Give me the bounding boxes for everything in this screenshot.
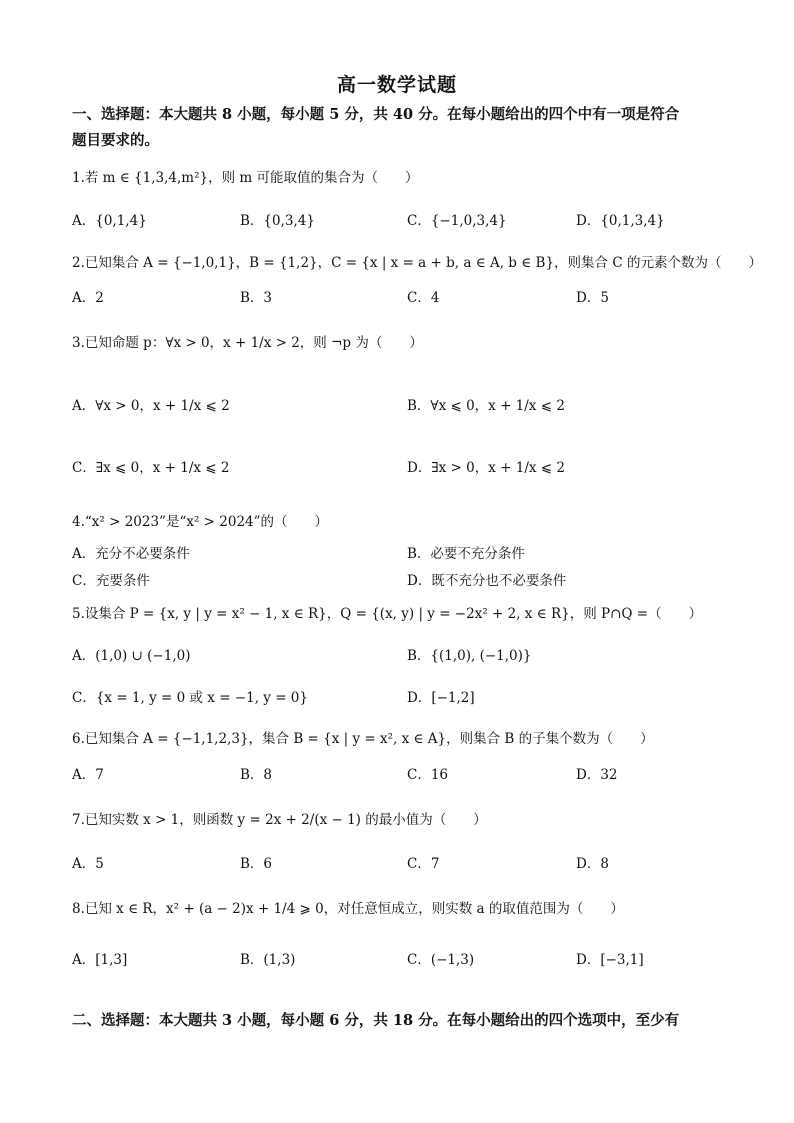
- question-4-option-b: B．必要不充分条件: [407, 546, 525, 562]
- question-6-option-c: C．16: [407, 767, 449, 783]
- page-title: 高一数学试题: [336, 74, 457, 96]
- section-1-line-1: 一、选择题：本大题共 8 小题，每小题 5 分，共 40 分。在每小题给出的四个中有一项是符合: [72, 106, 680, 123]
- question-4-option-d: D．既不充分也不必要条件: [407, 573, 567, 589]
- question-5-option-b: B．{(1,0), (−1,0)}: [407, 648, 532, 664]
- question-2-option-d: D．5: [576, 290, 609, 306]
- question-1-option-c: C．{−1,0,3,4}: [407, 213, 507, 229]
- question-1-option-b: B．{0,3,4}: [240, 213, 315, 229]
- question-1-option-a: A．{0,1,4}: [72, 213, 147, 229]
- question-5-option-d: D．[−1,2]: [407, 690, 475, 706]
- question-3-option-a: A．∀x > 0，x + 1/x ⩽ 2: [72, 398, 230, 414]
- question-7-option-a: A．5: [72, 856, 104, 872]
- question-3-stem: 3.已知命题 p：∀x > 0，x + 1/x > 2，则 ¬p 为（ ）: [72, 335, 423, 351]
- question-1-option-d: D．{0,1,3,4}: [576, 213, 665, 229]
- question-7-option-c: C．7: [407, 856, 440, 872]
- question-6-stem: 6.已知集合 A = {−1,1,2,3}，集合 B = {x | y = x², x ∈ A}，则集合 B 的子集个数为（ ）: [72, 731, 654, 747]
- question-8-option-c: C．(−1,3): [407, 952, 475, 968]
- question-7-stem: 7.已知实数 x > 1，则函数 y = 2x + 2/(x − 1) 的最小值为（ ）: [72, 812, 487, 828]
- question-5-option-a: A．(1,0) ∪ (−1,0): [72, 648, 191, 664]
- question-3-option-d: D．∃x > 0，x + 1/x ⩽ 2: [407, 460, 565, 476]
- question-6-option-b: B．8: [240, 767, 273, 783]
- section-1-line-2: 题目要求的。: [72, 132, 159, 149]
- question-6-option-a: A．7: [72, 767, 104, 783]
- question-6-option-d: D．32: [576, 767, 618, 783]
- question-2-option-a: A．2: [72, 290, 104, 306]
- question-8-option-d: D．[−3,1]: [576, 952, 644, 968]
- question-2-option-c: C．4: [407, 290, 440, 306]
- section-2-line-1: 二、选择题：本大题共 3 小题，每小题 6 分，共 18 分。在每小题给出的四个选项中，至少有: [72, 1012, 680, 1029]
- question-7-option-d: D．8: [576, 856, 609, 872]
- question-8-option-a: A．[1,3]: [72, 952, 128, 968]
- question-7-option-b: B．6: [240, 856, 273, 872]
- question-2-stem: 2.已知集合 A = {−1,0,1}，B = {1,2}，C = {x | x = a + b, a ∈ A, b ∈ B}，则集合 C 的元素个数为（ ）: [72, 255, 762, 271]
- section-1-heading: [72, 102, 732, 154]
- question-8-stem: 8.已知 x ∈ R，x² + (a − 2)x + 1/4 ⩾ 0，对任意恒成立，则实数 a 的取值范围为（ ）: [72, 901, 624, 917]
- question-5-option-c: C．{x = 1, y = 0 或 x = −1, y = 0}: [72, 690, 308, 706]
- question-3-option-c: C．∃x ⩽ 0，x + 1/x ⩽ 2: [72, 460, 230, 476]
- question-8-option-b: B．(1,3): [240, 952, 296, 968]
- question-5-stem: 5.设集合 P = {x, y | y = x² − 1, x ∈ R}，Q = {(x, y) | y = −2x² + 2, x ∈ R}，则 P∩Q =（ ）: [72, 606, 703, 622]
- question-4-stem: 4.“x² > 2023”是“x² > 2024”的（ ）: [72, 514, 329, 530]
- question-3-option-b: B．∀x ⩽ 0，x + 1/x ⩽ 2: [407, 398, 565, 414]
- question-1-stem: 1.若 m ∈ {1,3,4,m²}，则 m 可能取值的集合为（ ）: [72, 170, 419, 186]
- question-2-option-b: B．3: [240, 290, 273, 306]
- question-4-option-a: A．充分不必要条件: [72, 546, 190, 562]
- section-2-heading: [72, 1008, 732, 1034]
- question-4-option-c: C．充要条件: [72, 573, 150, 589]
